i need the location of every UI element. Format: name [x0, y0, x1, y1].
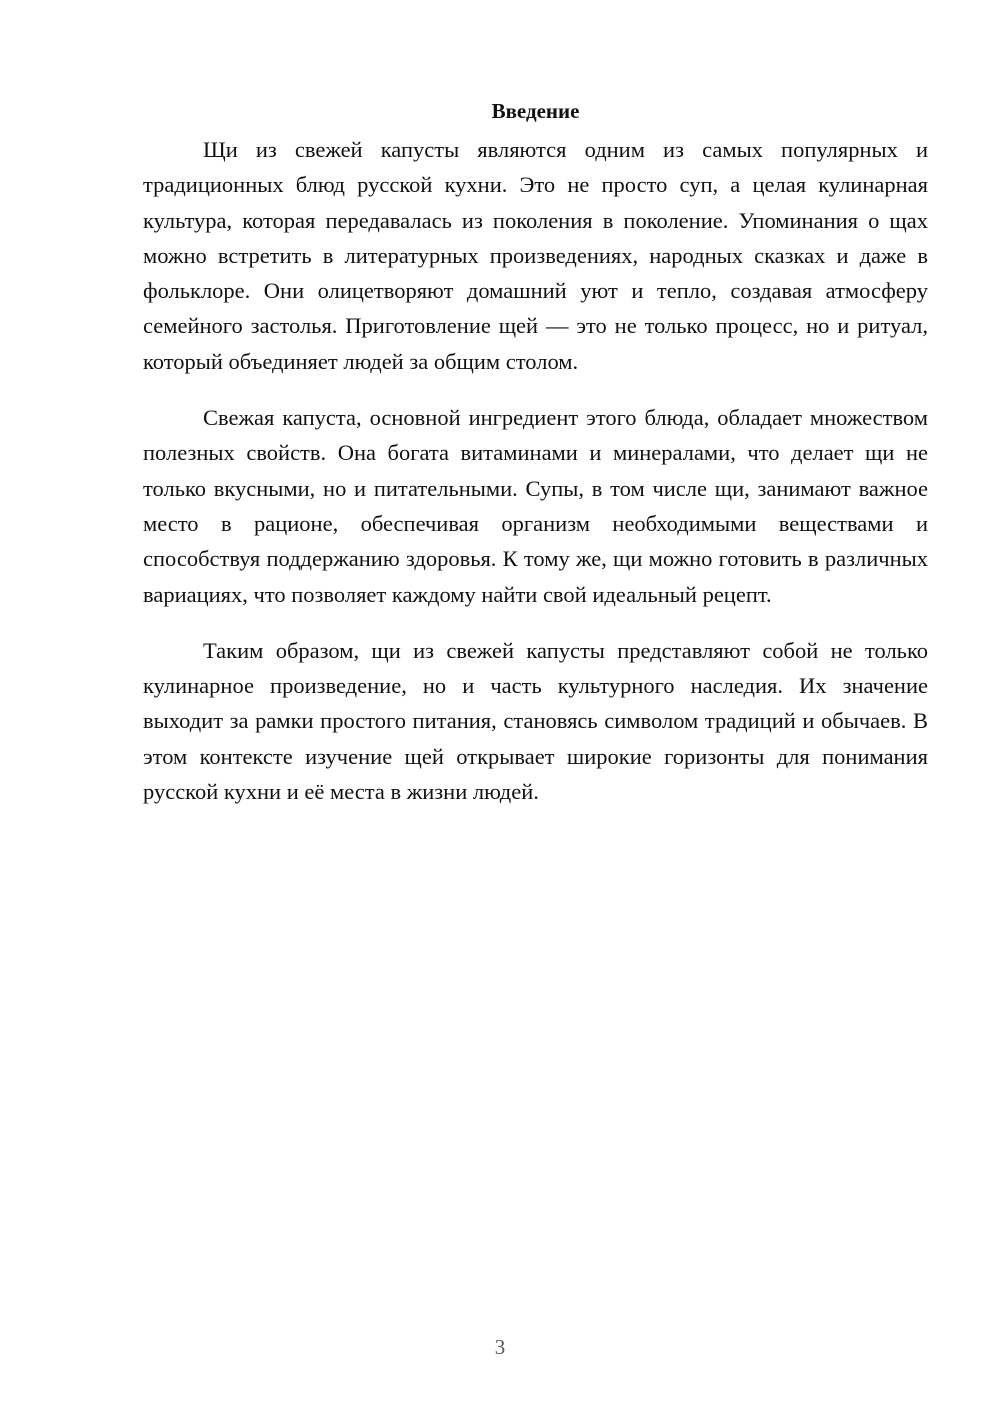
paragraph-2: Свежая капуста, основной ингредиент этого блюда, обладает множеством полезных свойств. Она богата витаминами и минералами, что делает щи не только вкусными, но и питательными. Супы, в том числе щи, занимают важное место в рационе, обеспечивая организм необходимыми веществами и способствуя поддержанию здоровья. К тому же, щи можно готовить в различных вариациях, что позволяет каждому найти свой идеальный рецепт. [143, 405, 928, 607]
page-number: 3 [494, 1335, 506, 1359]
paragraph-1: Щи из свежей капусты являются одним из самых популярных и традиционных блюд русской кухни. Это не просто суп, а целая кулинарная культура, которая передавалась из поколения в поколение. Упоминания о щах можно встретить в литературных произведениях, народных сказках и даже в фольклоре. Они олицетворяют домашний уют и тепло, создавая атмосферу семейного застолья. Приготовление щей — это не только процесс, но и ритуал, который объединяет людей за общим столом. [143, 137, 928, 374]
paragraph-3: Таким образом, щи из свежей капусты представляют собой не только кулинарное произведение, но и часть культурного наследия. Их значение выходит за рамки простого питания, становясь символом традиций и обычаев. В этом контексте изучение щей открывает широкие горизонты для понимания русской кухни и её места в жизни людей. [143, 637, 928, 805]
page-content [143, 96, 928, 830]
section-heading: Введение [491, 99, 580, 123]
